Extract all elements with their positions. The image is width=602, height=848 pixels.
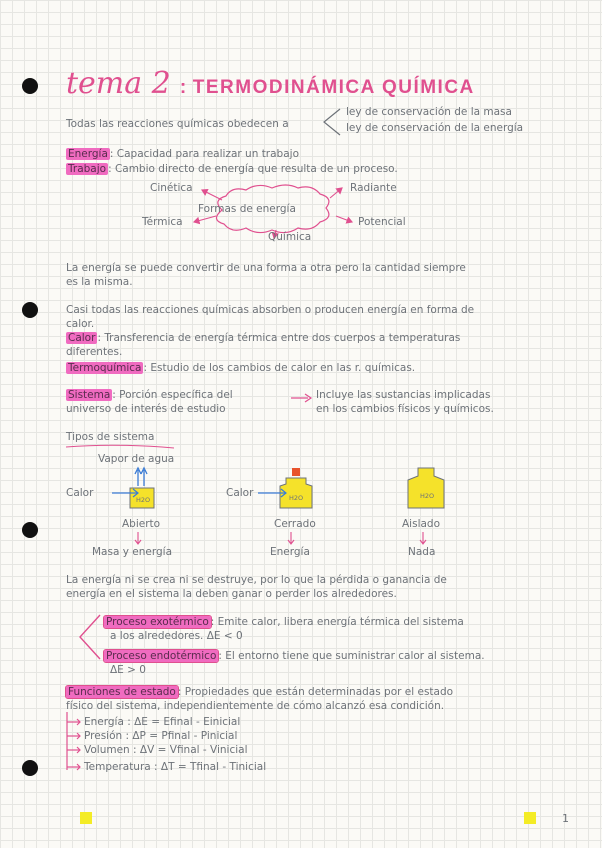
exchange-cerrado: Energía xyxy=(270,546,310,558)
law-mass: ley de conservación de la masa xyxy=(346,106,512,118)
form-potencial: Potencial xyxy=(358,216,406,228)
arrow-right-icon xyxy=(290,392,314,404)
arrow-down-icon xyxy=(286,532,296,546)
reactions-line-2: calor. xyxy=(66,318,95,330)
definition-energia: Energía : Capacidad para realizar un trabajo xyxy=(68,148,299,160)
open-h2o: H2O xyxy=(136,496,151,504)
calor-label-open: Calor xyxy=(66,487,94,499)
definition-funciones: Funciones de estado : Propiedades que están determinadas por el estado xyxy=(68,686,454,698)
arrow-down-icon xyxy=(133,532,143,546)
brace-icon xyxy=(318,106,344,138)
isolated-system-icon xyxy=(404,464,448,514)
sistema-includes-2: en los cambios físicos y químicos. xyxy=(316,403,494,415)
definition-funciones-cont: físico del sistema, independientemente de cómo alcanzó esa condición. xyxy=(66,700,445,712)
definition-calor: Calor : Transferencia de energía térmica entre dos cuerpos a temperaturas xyxy=(68,332,461,344)
binder-hole xyxy=(22,760,38,776)
system-abierto: Abierto xyxy=(122,518,161,530)
funcion-temperatura: Temperatura : ΔT = Tfinal - Tinicial xyxy=(84,761,267,773)
reactions-line-1: Casi todas las reacciones químicas absorben o producen energía en forma de xyxy=(66,304,475,316)
conversion-line-1: La energía se puede convertir de una forma a otra pero la cantidad siempre xyxy=(66,262,466,274)
proceso-endotermico-cont: ΔE > 0 xyxy=(110,664,146,676)
binder-hole xyxy=(22,78,38,94)
closed-h2o: H2O xyxy=(289,494,304,502)
brace-icon xyxy=(74,612,104,662)
intro-sentence: Todas las reacciones químicas obedecen a xyxy=(66,118,289,130)
definition-sistema-cont: universo de interés de estudio xyxy=(66,403,226,415)
form-quimica: Química xyxy=(268,231,312,243)
conversion-line-2: es la misma. xyxy=(66,276,133,288)
binder-hole xyxy=(22,522,38,538)
closed-system-icon xyxy=(256,464,316,514)
title-tema: tema 2 xyxy=(66,66,171,101)
proceso-exotermico-cont: a los alrededores. ΔE < 0 xyxy=(110,630,243,642)
sistema-includes-1: Incluye las sustancias implicadas xyxy=(316,389,491,401)
proceso-endotermico: Proceso endotérmico : El entorno tiene que suministrar calor al sistema. xyxy=(106,650,485,662)
law-line-2: energía en el sistema la deben ganar o perder los alrededores. xyxy=(66,588,397,600)
system-aislado: Aislado xyxy=(402,518,441,530)
tipos-heading: Tipos de sistema xyxy=(66,431,155,443)
vapor-label: Vapor de agua xyxy=(98,453,175,465)
exchange-abierto: Masa y energía xyxy=(92,546,173,558)
law-energy: ley de conservación de la energía xyxy=(346,122,524,134)
funcion-energia: Energía : ΔE = Efinal - Einicial xyxy=(84,716,241,728)
definition-sistema: Sistema : Porción específica del xyxy=(68,389,233,401)
open-system-icon xyxy=(108,466,168,514)
page-number: 1 xyxy=(562,812,569,825)
yellow-marker xyxy=(524,812,536,824)
exchange-aislado: Nada xyxy=(408,546,436,558)
definition-trabajo: Trabajo : Cambio directo de energía que resulta de un proceso. xyxy=(68,163,398,175)
title-subject: TERMODINÁMICA QUÍMICA xyxy=(192,77,475,98)
system-cerrado: Cerrado xyxy=(274,518,316,530)
form-radiante: Radiante xyxy=(350,182,397,194)
calor-label-closed: Calor xyxy=(226,487,254,499)
arrow-down-icon xyxy=(418,532,428,546)
funcion-volumen: Volumen : ΔV = Vfinal - Vinicial xyxy=(84,744,248,756)
forms-center: Formas de energía xyxy=(198,203,296,215)
definition-termoquimica: Termoquímica : Estudio de los cambios de calor en las r. químicas. xyxy=(68,362,416,374)
yellow-marker xyxy=(80,812,92,824)
isolated-h2o: H2O xyxy=(420,492,435,500)
law-line-1: La energía ni se crea ni se destruye, por lo que la pérdida o ganancia de xyxy=(66,574,447,586)
proceso-exotermico: Proceso exotérmico : Emite calor, libera energía térmica del sistema xyxy=(106,616,464,628)
form-cinetica: Cinética xyxy=(150,182,193,194)
definition-calor-cont: diferentes. xyxy=(66,346,123,358)
funcion-presion: Presión : ΔP = Pfinal - Pinicial xyxy=(84,730,238,742)
form-termica: Térmica xyxy=(142,216,183,228)
page-title: tema 2 : TERMODINÁMICA QUÍMICA xyxy=(66,66,475,101)
binder-hole xyxy=(22,302,38,318)
list-bracket-icon xyxy=(64,712,84,776)
